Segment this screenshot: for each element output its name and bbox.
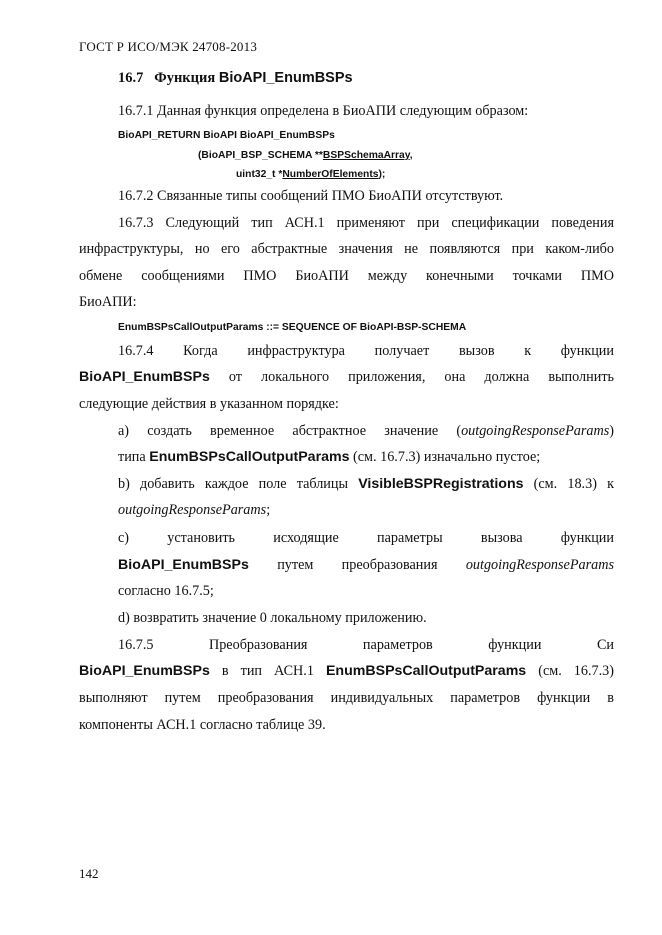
paragraph-16-7-4-line-3: следующие действия в указанном порядке: bbox=[79, 396, 339, 412]
code-line-1: BioAPI_RETURN BioAPI BioAPI_EnumBSPs bbox=[118, 130, 335, 141]
list-text: ) bbox=[609, 423, 614, 439]
page-number: 142 bbox=[79, 866, 99, 881]
list-text: путем преобразования bbox=[248, 557, 466, 573]
function-name: BioAPI_EnumBSPs bbox=[79, 369, 210, 385]
type-name: EnumBSPsCallOutputParams bbox=[149, 449, 350, 465]
paragraph-text: в тип АСН.1 bbox=[209, 663, 326, 679]
code-param-bspschemaarray: BSPSchemaArray bbox=[322, 150, 410, 161]
paragraph-16-7-2: 16.7.2 Связанные типы сообщений ПМО БиоАПИ отсутствуют. bbox=[118, 188, 504, 204]
italic-term: outgoingResponseParams bbox=[461, 423, 610, 439]
paragraph-16-7-5-line-4: компоненты АСН.1 согласно таблице 39. bbox=[79, 717, 326, 733]
document-header: ГОСТ Р ИСО/МЭК 24708-2013 bbox=[79, 39, 258, 54]
paragraph-16-7-3-line-2: инфраструктуры, но его абстрактные значения не появляются при каком-либо bbox=[79, 241, 614, 257]
code-line-2 bbox=[198, 150, 413, 161]
list-item-b-line-2 bbox=[118, 497, 270, 523]
list-text: (см. 18.3) к bbox=[523, 476, 614, 492]
paragraph-text: от локального приложения, она должна выполнить bbox=[209, 369, 614, 385]
italic-term: outgoingResponseParams bbox=[118, 502, 267, 518]
code-text: (BioAPI_BSP_SCHEMA ** bbox=[198, 150, 323, 161]
code-text: ); bbox=[378, 169, 386, 180]
paragraph-16-7-5-line-3: выполняют путем преобразования индивидуальных параметров функции в bbox=[79, 690, 614, 706]
code-text: uint32_t * bbox=[236, 169, 283, 180]
list-text: b) добавить каждое поле таблицы bbox=[118, 476, 359, 492]
function-name: BioAPI_EnumBSPs bbox=[118, 557, 249, 573]
paragraph-16-7-3-line-4: БиоАПИ: bbox=[79, 294, 137, 310]
list-item-a-line-1 bbox=[118, 418, 614, 444]
list-item-c-line-3: согласно 16.7.5; bbox=[118, 583, 214, 599]
code-line-3 bbox=[236, 169, 385, 180]
paragraph-16-7-3-line-3: обмене сообщениями ПМО БиоАПИ между конечными точками ПМО bbox=[79, 268, 614, 284]
list-item-a-line-2 bbox=[118, 444, 540, 470]
paragraph-16-7-5-line-2 bbox=[79, 658, 614, 684]
list-item-b-line-1 bbox=[118, 471, 614, 497]
paragraph-16-7-3-line-1: 16.7.3 Следующий тип АСН.1 применяют при спецификации поведения bbox=[118, 215, 614, 231]
list-item-d: d) возвратить значение 0 локальному приложению. bbox=[118, 610, 427, 626]
section-word: Функция bbox=[154, 70, 216, 86]
paragraph-16-7-4-line-1: 16.7.4 Когда инфраструктура получает вызов к функции bbox=[118, 343, 614, 359]
section-heading bbox=[118, 70, 353, 87]
type-name: EnumBSPsCallOutputParams bbox=[325, 663, 527, 679]
paragraph-16-7-5-line-1: 16.7.5 Преобразования параметров функции Си bbox=[118, 637, 614, 653]
paragraph-16-7-4-line-2 bbox=[79, 364, 614, 390]
paragraph-16-7-1: 16.7.1 Данная функция определена в БиоАПИ следующим образом: bbox=[118, 103, 529, 119]
table-name: VisibleBSPRegistrations bbox=[358, 476, 524, 492]
list-item-c-line-2 bbox=[118, 552, 614, 578]
code-param-numberofelements: NumberOfElements bbox=[282, 169, 379, 180]
section-number: 16.7 bbox=[118, 70, 144, 86]
function-name: BioAPI_EnumBSPs bbox=[79, 663, 210, 679]
code-text: , bbox=[409, 150, 413, 161]
list-text: a) создать временное абстрактное значение ( bbox=[118, 423, 462, 439]
list-item-c-line-1: c) установить исходящие параметры вызова функции bbox=[118, 530, 614, 546]
list-text: типа bbox=[118, 449, 150, 465]
asn1-definition: EnumBSPsCallOutputParams ::= SEQUENCE OF BioAPI-BSP-SCHEMA bbox=[118, 322, 467, 333]
section-function-name: BioAPI_EnumBSPs bbox=[218, 70, 353, 86]
paragraph-text: (см. 16.7.3) bbox=[526, 663, 614, 679]
list-text: (см. 16.7.3) изначально пустое; bbox=[349, 449, 541, 465]
list-text: ; bbox=[266, 502, 271, 518]
italic-term: outgoingResponseParams bbox=[465, 557, 614, 573]
